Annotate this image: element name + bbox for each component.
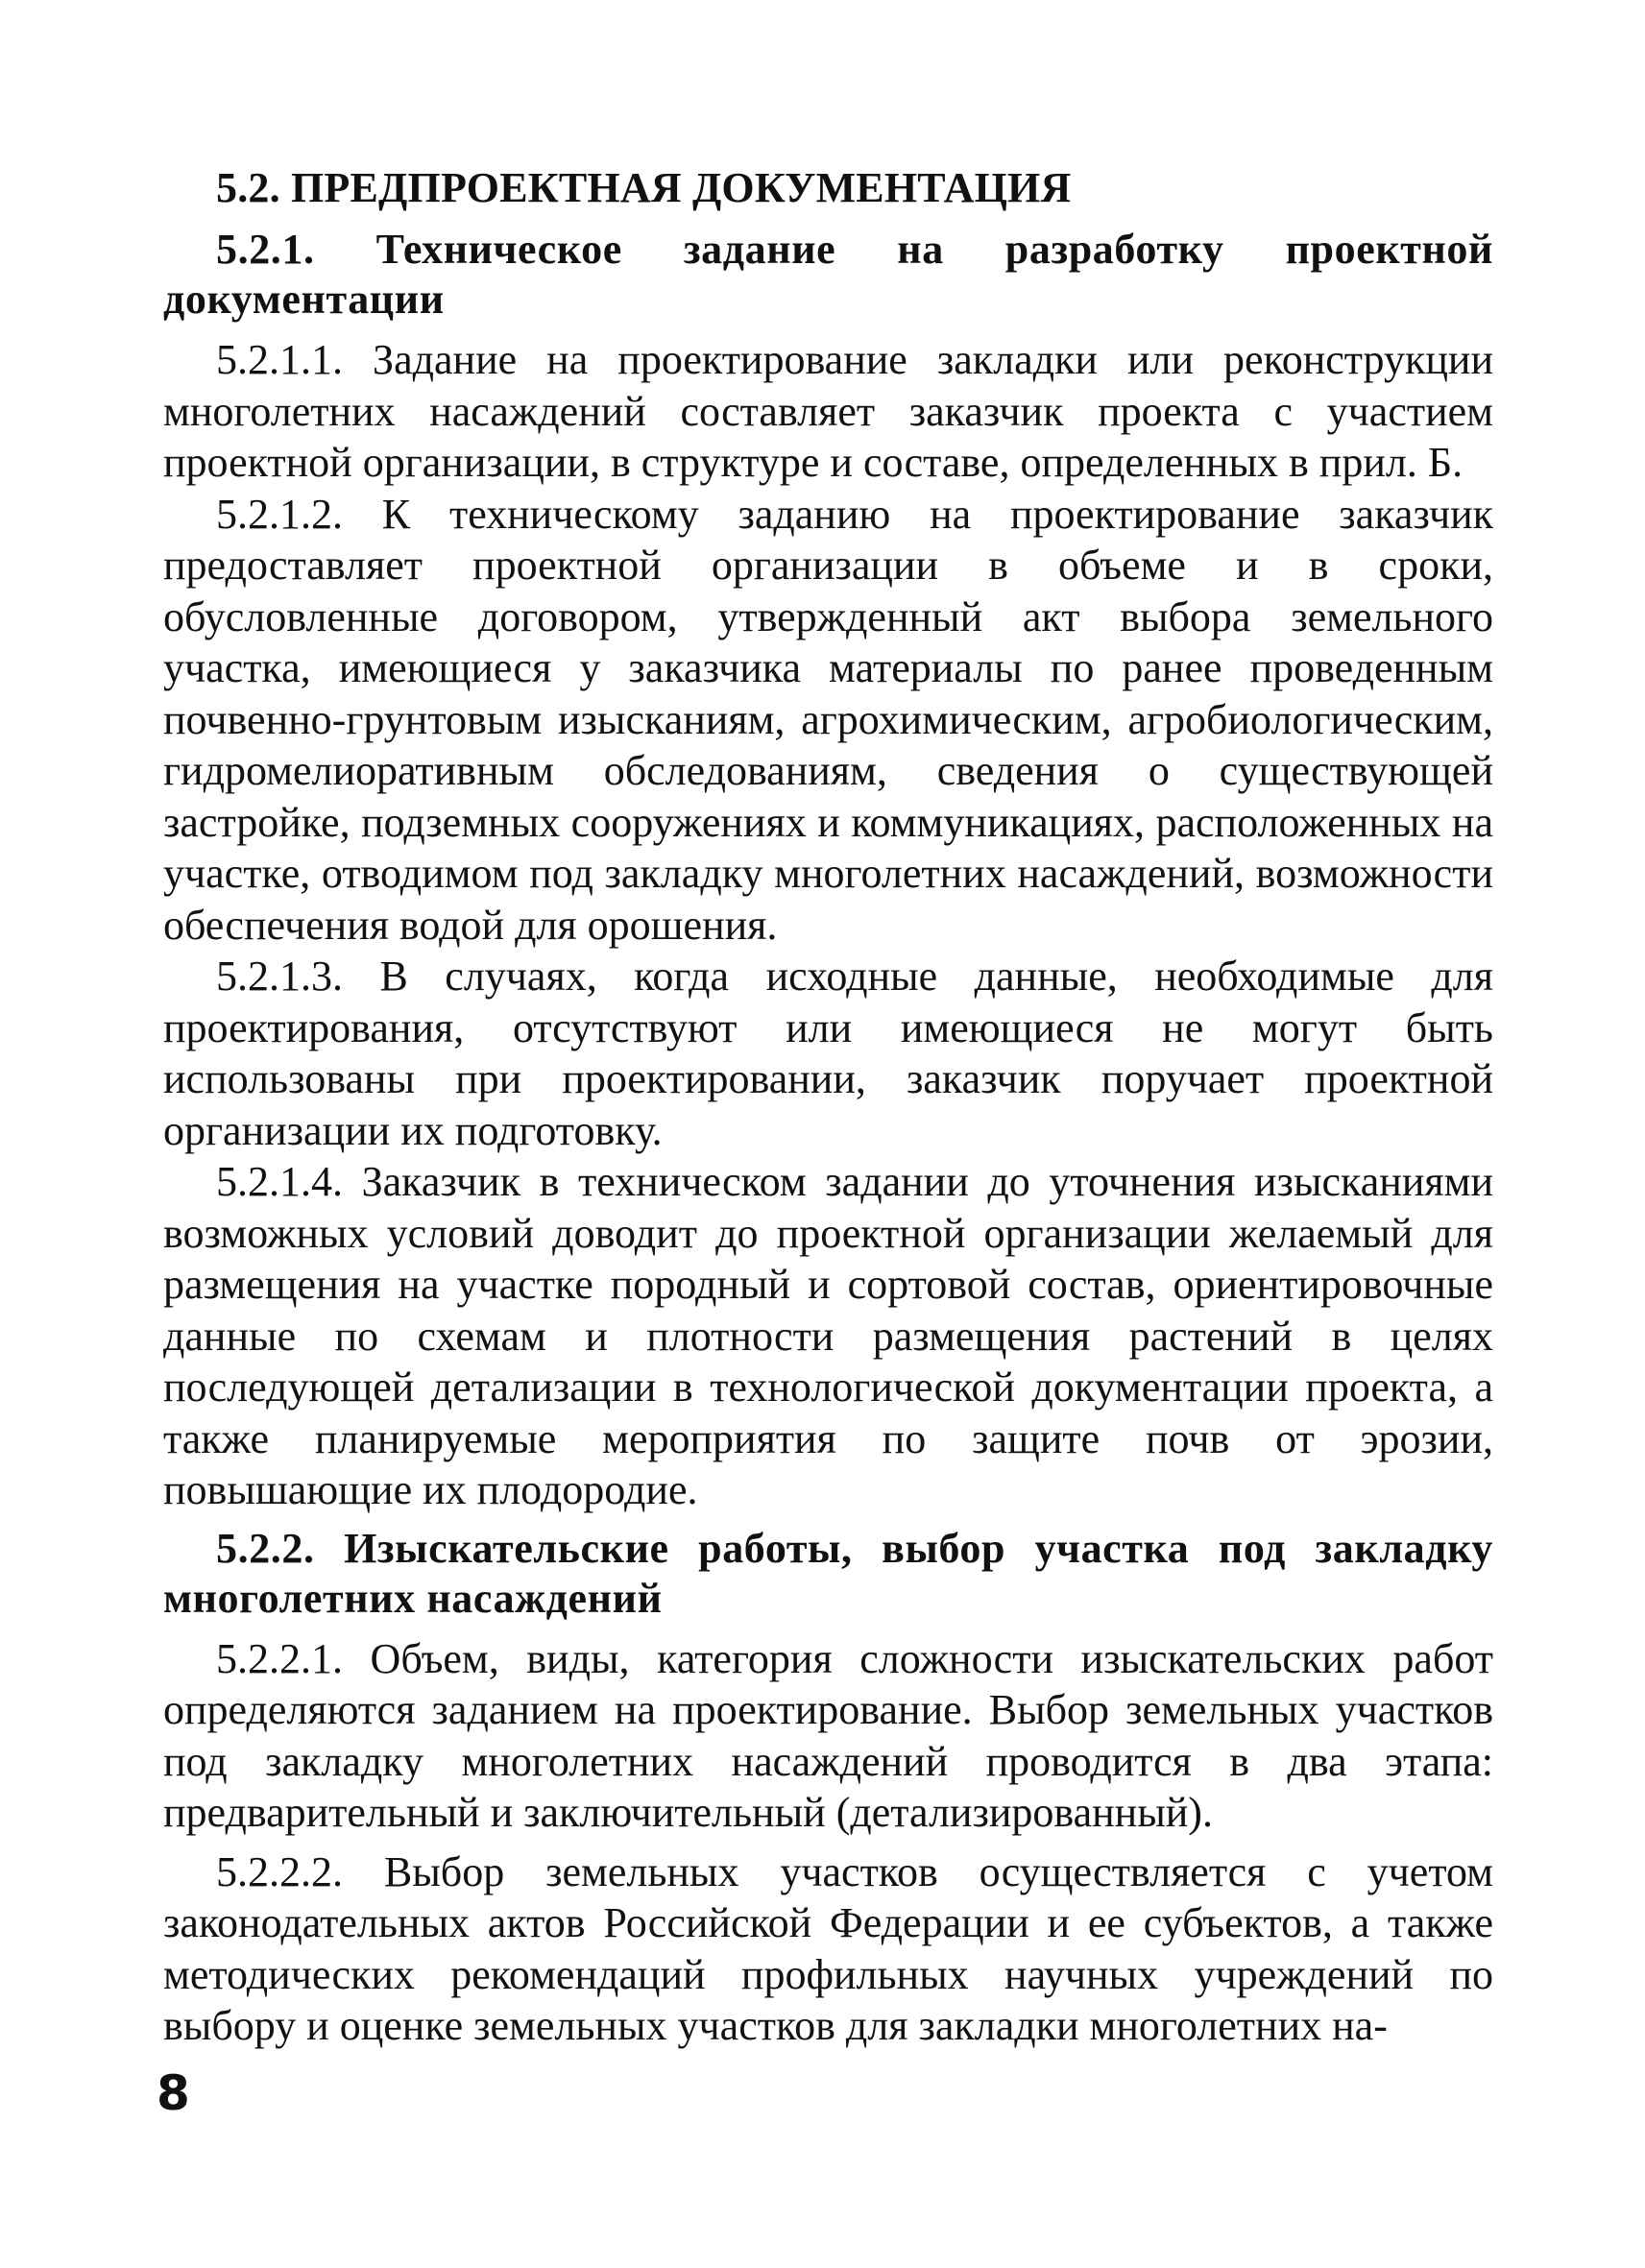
subsection-title-5-2-1: 5.2.1. Техническое задание на разработку проектной документации <box>163 226 1493 323</box>
subsection-title-5-2-2: 5.2.2. Изыскательские работы, выбор участка под закладку многолетних насаждений <box>163 1524 1493 1622</box>
document-page <box>163 163 1493 2052</box>
section-title: 5.2. ПРЕДПРОЕКТНАЯ ДОКУМЕНТАЦИЯ <box>216 164 1072 211</box>
paragraph-5-2-1-4: 5.2.1.4. Заказчик в техническом задании до уточнения изысканиями возможных условий доводит до проектной организации желаемый для размещения на участке породный и сортовой состав, ориентировочные данные по схемам и плотности размещения растений в целях последующей детализации в технологической документации проекта, а также планируемые мероприятия по защите почв от эрозии, повышающие их плодородие. <box>163 1158 1493 1513</box>
paragraph-5-2-1-1: 5.2.1.1. Задание на проектирование закладки или реконструкции многолетних насаждений составляет заказчик проекта с участием проектной организации, в структуре и составе, определенных в прил. Б. <box>163 336 1493 486</box>
paragraph-5-2-2-2: 5.2.2.2. Выбор земельных участков осуществляется с учетом законодательных актов Российской Федерации и ее субъектов, а также методических рекомендаций профильных научных учреждений по выбору и оценке земельных участков для закладки многолетних на- <box>163 1847 1493 2049</box>
paragraph-5-2-1-2: 5.2.1.2. К техническому заданию на проектирование заказчик предоставляет проектной организации в объеме и в сроки, обусловленные договором, утвержденный акт выбора земельного участка, имеющиеся у заказчика материалы по ранее проведенным почвенно-грунтовым изысканиям, агрохимическим, агробиологическим, гидромелиоративным обследованиям, сведения о существующей застройке, подземных сооружениях и коммуникациях, расположенных на участке, отводимом под закладку многолетних насаждений, возможности обеспечения водой для орошения. <box>163 490 1493 949</box>
paragraph-5-2-2-1: 5.2.2.1. Объем, виды, категория сложности изыскательских работ определяются заданием на проектирование. Выбор земельных участков под закладку многолетних насаждений проводится в два этапа: предварительный и заключительный (детализированный). <box>163 1634 1493 1836</box>
page-number: 8 <box>157 2065 190 2121</box>
paragraph-5-2-1-3: 5.2.1.3. В случаях, когда исходные данные, необходимые для проектирования, отсутствуют или имеющиеся не могут быть использованы при проектировании, заказчик поручает проектной организации их подготовку. <box>163 953 1493 1154</box>
